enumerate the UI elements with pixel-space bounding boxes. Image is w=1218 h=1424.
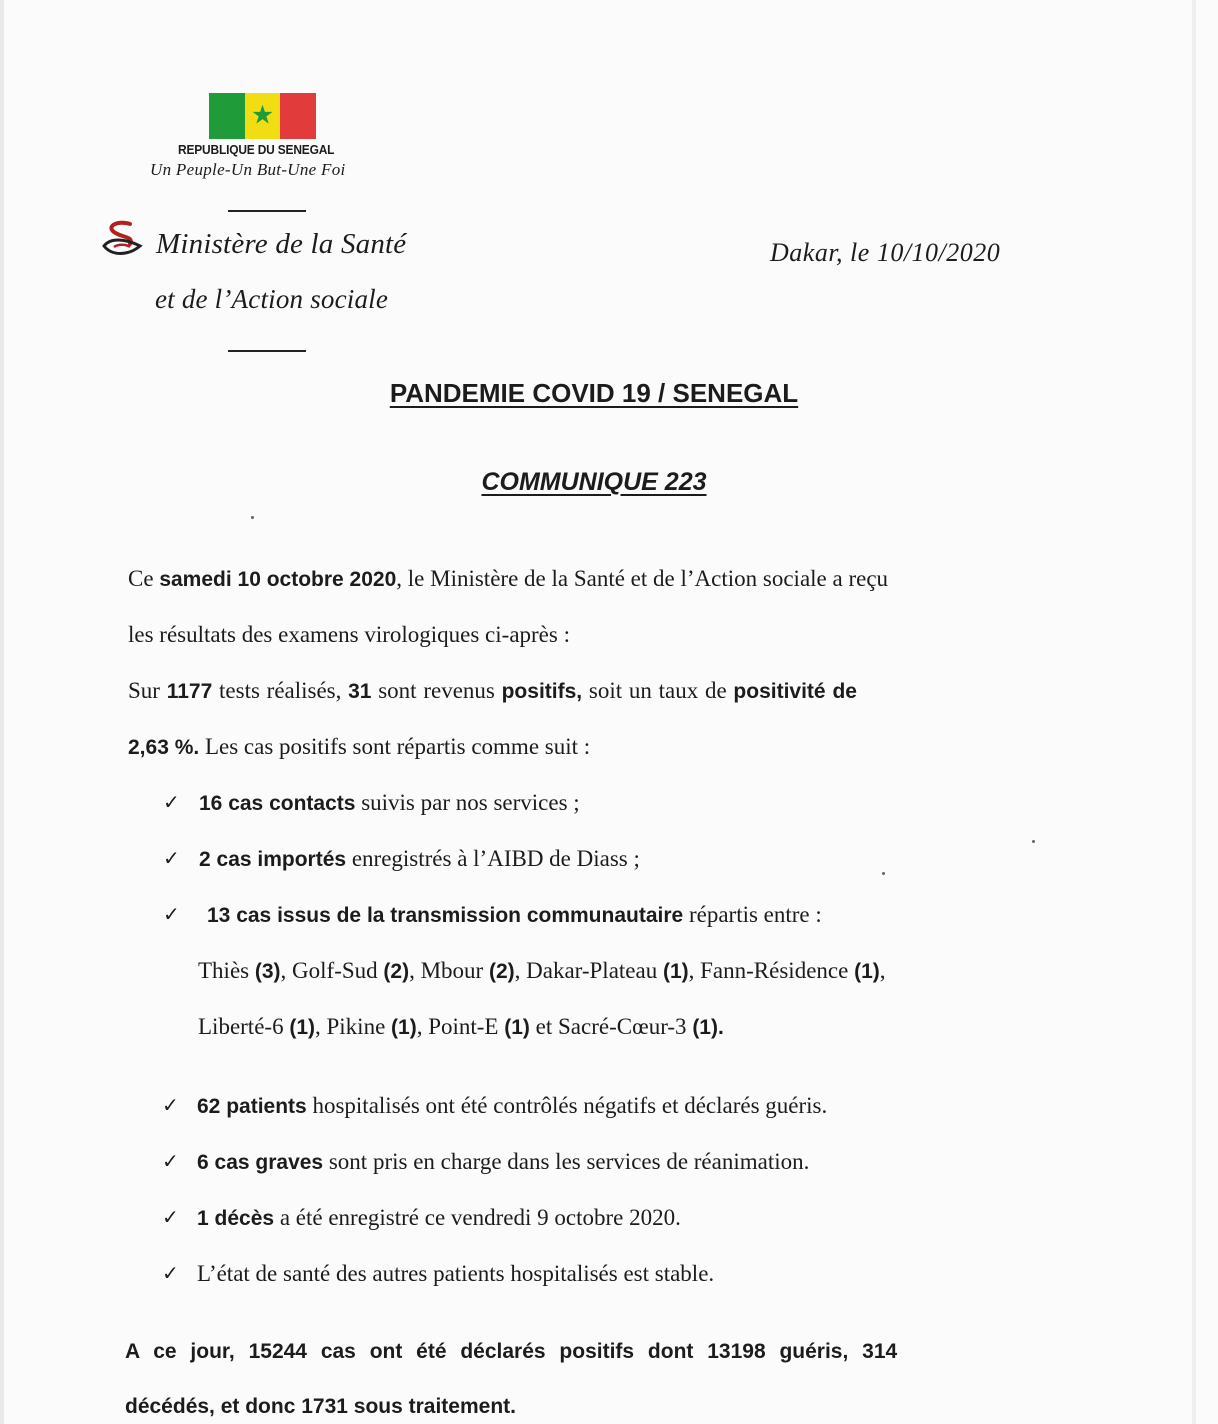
intro-line-3 xyxy=(128,678,857,704)
document-date: Dakar, le 10/10/2020 xyxy=(770,238,1001,267)
text-run: suivis par nos services ; xyxy=(355,790,580,815)
header-divider-top xyxy=(228,210,306,212)
list-item xyxy=(207,902,822,928)
flag-red-band xyxy=(280,93,316,139)
location-name: Liberté-6 xyxy=(198,1014,290,1039)
text-run: sont pris en charge dans les services de réanimation. xyxy=(323,1149,810,1174)
text-run: hospitalisés ont été contrôlés négatifs et déclarés guéris. xyxy=(306,1093,828,1118)
text-run: tests réalisés, xyxy=(212,678,349,703)
flag-yellow-band xyxy=(245,93,281,139)
contact-cases: 16 cas contacts xyxy=(199,792,356,815)
location-name: Thiès xyxy=(198,958,255,983)
checkmark-icon: ✓ xyxy=(162,1093,179,1117)
communique-number: COMMUNIQUE 223 xyxy=(481,468,707,496)
location-count: (1). xyxy=(692,1016,724,1039)
location-name: , Fann-Résidence xyxy=(688,958,855,983)
positive-count: 31 xyxy=(348,680,372,703)
checkmark-icon: ✓ xyxy=(163,846,180,870)
location-name: , Golf-Sud xyxy=(280,958,384,983)
location-name: , Point-E xyxy=(416,1014,505,1039)
ministry-name-line1: Ministère de la Santé xyxy=(156,228,407,260)
ministry-name-line2: et de l’Action sociale xyxy=(155,284,389,314)
positivity-rate: 2,63 %. xyxy=(128,736,200,759)
list-item: L’état de santé des autres patients hospitalisés est stable. xyxy=(197,1261,715,1286)
header-divider-bottom xyxy=(228,350,306,352)
location-count: (1) xyxy=(391,1016,417,1039)
document-title: PANDEMIE COVID 19 / SENEGAL xyxy=(389,378,799,408)
deaths: 1 décès xyxy=(197,1207,275,1230)
locations-line-2 xyxy=(198,1014,724,1040)
location-count: (2) xyxy=(488,960,515,983)
location-name: , Mbour xyxy=(409,958,489,983)
location-count: (2) xyxy=(383,960,410,983)
star-icon: ★ xyxy=(250,100,275,131)
text-run: répartis entre : xyxy=(683,902,822,927)
list-item xyxy=(199,790,580,816)
checkmark-icon: ✓ xyxy=(162,1149,179,1173)
ministry-logo-icon xyxy=(100,220,144,260)
location-count: (1) xyxy=(289,1016,315,1039)
republic-label: REPUBLIQUE DU SENEGAL xyxy=(178,142,335,157)
text-run: sont revenus xyxy=(371,678,502,703)
severe-cases: 6 cas graves xyxy=(197,1151,324,1174)
scan-speck xyxy=(1032,840,1035,843)
page-edge-right xyxy=(1192,0,1196,1424)
text-run: Sur xyxy=(128,678,167,703)
checkmark-icon: ✓ xyxy=(162,1205,179,1229)
report-date: samedi 10 octobre 2020 xyxy=(159,568,397,591)
senegal-flag xyxy=(209,93,316,139)
text-run: soit un taux de xyxy=(582,678,734,703)
summary-line-2: décédés, et donc 1731 sous traitement. xyxy=(125,1395,516,1418)
locations-line-1 xyxy=(198,958,886,984)
text-bold: positivité de xyxy=(733,680,857,703)
text-run: , le Ministère de la Santé et de l’Action sociale a reçu xyxy=(396,566,889,591)
text-run: a été enregistré ce vendredi 9 octobre 2020. xyxy=(274,1205,681,1230)
location-count: (1) xyxy=(662,960,689,983)
checkmark-icon: ✓ xyxy=(163,902,180,926)
location-name: , Pikine xyxy=(315,1014,392,1039)
text-run: Ce xyxy=(128,566,160,591)
list-item xyxy=(197,1093,827,1119)
scan-speck xyxy=(882,872,885,875)
flag-green-band xyxy=(209,93,245,139)
summary-line-1: A ce jour, 15244 cas ont été déclarés positifs dont 13198 guéris, 314 xyxy=(125,1340,898,1363)
location-name: , Dakar-Plateau xyxy=(514,958,663,983)
location-count: (1) xyxy=(504,1016,530,1039)
text-bold: positifs, xyxy=(501,680,583,703)
community-cases: 13 cas issus de la transmission communautaire xyxy=(207,904,684,927)
tests-count: 1177 xyxy=(166,680,213,703)
list-item xyxy=(197,1205,681,1231)
national-motto: Un Peuple-Un But-Une Foi xyxy=(150,160,346,179)
page-edge-left xyxy=(0,0,4,1424)
text-run: , xyxy=(879,958,886,983)
recovered-patients: 62 patients xyxy=(197,1095,307,1118)
text-run: Les cas positifs sont répartis comme suit : xyxy=(199,734,591,759)
list-item xyxy=(199,846,640,872)
text-run: enregistrés à l’AIBD de Diass ; xyxy=(346,846,640,871)
location-count: (3) xyxy=(254,960,281,983)
imported-cases: 2 cas importés xyxy=(199,848,347,871)
intro-line-1 xyxy=(128,566,888,592)
scan-speck xyxy=(251,516,254,519)
location-count: (1) xyxy=(854,960,880,983)
location-name: et Sacré-Cœur-3 xyxy=(529,1014,693,1039)
checkmark-icon: ✓ xyxy=(163,790,180,814)
checkmark-icon: ✓ xyxy=(162,1261,179,1285)
intro-line-4 xyxy=(128,734,590,760)
list-item xyxy=(197,1149,809,1175)
intro-line-2: les résultats des examens virologiques ci-après : xyxy=(128,622,570,647)
